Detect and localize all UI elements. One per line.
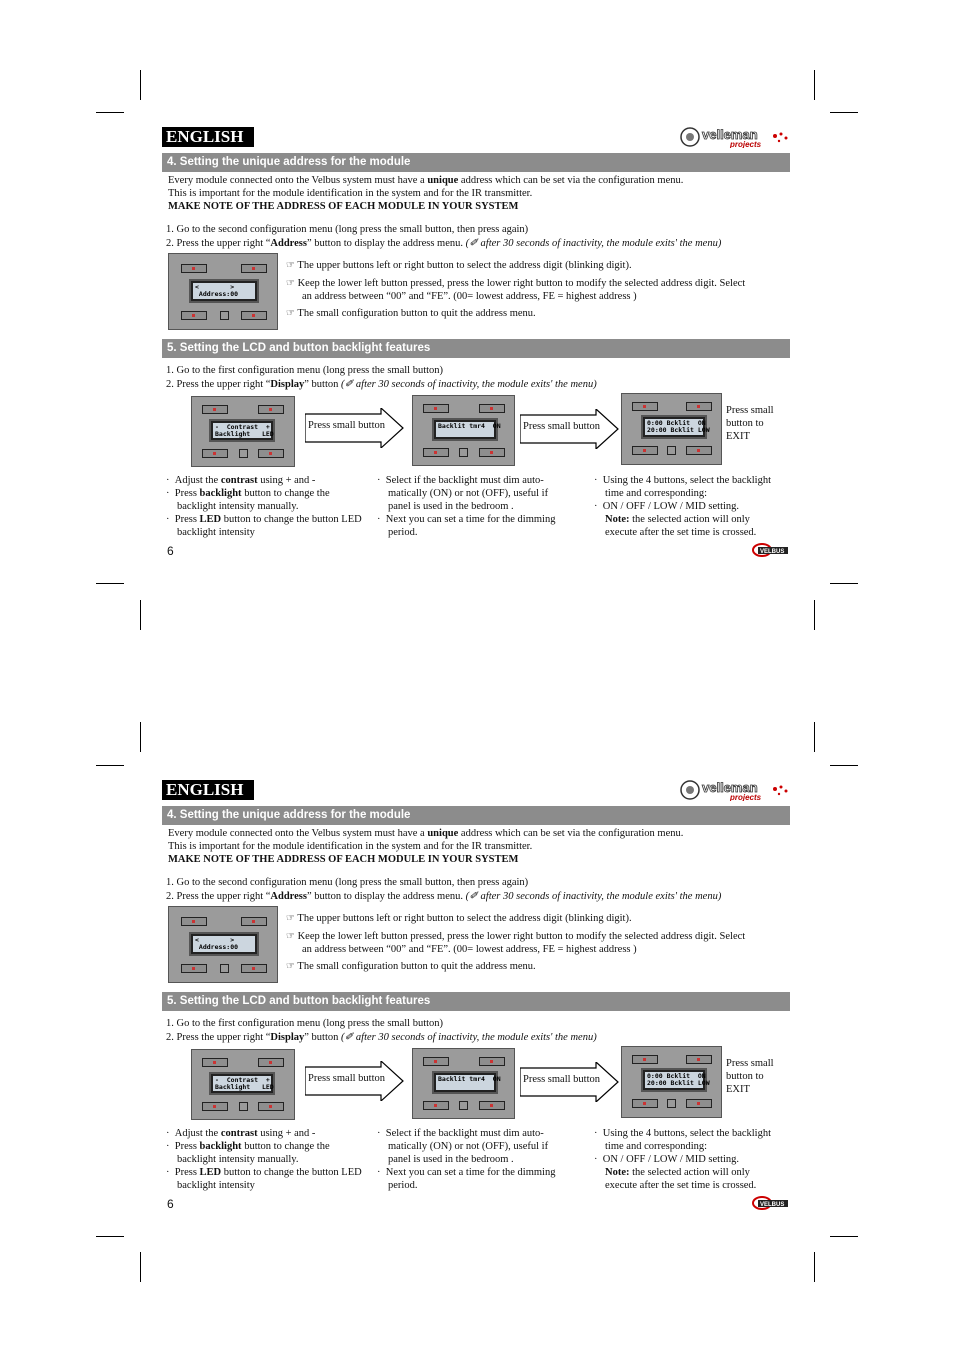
step-2: 2. Press the upper right “Address” button to display the address menu. (✐ after 30 seconds of inactivity, the module exits' the menu): [166, 238, 722, 249]
svg-text:velleman: velleman: [702, 127, 758, 142]
lcd-display: - Contrast + Backlight LED: [209, 1072, 275, 1095]
contrast-panel: [191, 1049, 295, 1120]
arrow-label: Press small button: [308, 1073, 386, 1084]
panel-button: [479, 404, 505, 413]
intro-line-2: This is important for the module identification in the system and for the IR transmitter.: [168, 841, 533, 852]
tip-1: ☞ The upper buttons left or right button to select the address digit (blinking digit).: [286, 913, 632, 924]
panel-button: [258, 405, 284, 414]
panel-button: [686, 1099, 712, 1108]
pointing-hand-icon: ☞: [286, 308, 295, 319]
address-panel: [168, 253, 278, 330]
panel-button: [479, 1101, 505, 1110]
address-panel: [168, 906, 278, 983]
panel-button: [686, 1055, 712, 1064]
intro-line-1: Every module connected onto the Velbus system must have a unique address which can be set via the configuration menu.: [168, 828, 684, 839]
intro-line-3: MAKE NOTE OF THE ADDRESS OF EACH MODULE IN YOUR SYSTEM: [168, 854, 519, 865]
backlight-dim-notes: · Select if the backlight must dim auto- matically (ON) or not (OFF), useful if panel is used in the bedroom . · Next you can set a time for the dimming period.: [377, 1128, 556, 1191]
panel-button: [181, 917, 207, 926]
intro-line-3: MAKE NOTE OF THE ADDRESS OF EACH MODULE IN YOUR SYSTEM: [168, 201, 519, 212]
exit-note: Press small button to EXIT: [726, 1058, 774, 1095]
small-config-button: [239, 449, 248, 458]
panel-button: [202, 449, 228, 458]
tip-2-cont: an address between “00” and “FE”. (00= lowest address, FE = highest address ): [302, 944, 637, 955]
panel-button: [632, 1099, 658, 1108]
arrow-label: Press small button: [523, 1074, 601, 1085]
pointing-hand-icon: ☞: [286, 913, 295, 924]
small-config-button: [220, 964, 229, 973]
lcd-display: 0:00 Bcklit ON 20:00 Bcklit LOW: [641, 415, 707, 439]
panel-button: [258, 449, 284, 458]
step-2: 2. Press the upper right “Address” button to display the address menu. (✐ after 30 seconds of inactivity, the module exits' the menu): [166, 891, 722, 902]
panel-button: [181, 264, 207, 273]
contrast-notes: · Adjust the contrast using + and - · Press backlight button to change the backlight intensity manually. · Press LED button to change the button LED backlight intensity: [166, 1128, 362, 1191]
panel-button: [479, 448, 505, 457]
panel-button: [202, 1102, 228, 1111]
svg-text:projects: projects: [730, 793, 762, 801]
velbus-logo: [752, 1196, 790, 1210]
language-label: ENGLISH: [162, 127, 254, 147]
page-number: 6: [167, 1197, 174, 1211]
section-4-header: 4. Setting the unique address for the module: [162, 153, 790, 172]
step-1: 1. Go to the second configuration menu (long press the small button, then press again): [166, 877, 529, 888]
section-4-header: 4. Setting the unique address for the module: [162, 806, 790, 825]
small-config-button: [459, 448, 468, 457]
flow-arrow: [305, 1061, 405, 1101]
backlight-time-notes: · Using the 4 buttons, select the backlight time and corresponding: · ON / OFF / LOW / MID setting. Note: the selected action will only execute after the set time is crossed.: [594, 1128, 772, 1191]
lcd-display: < > Address:00: [189, 932, 259, 956]
page-number: 6: [167, 544, 174, 558]
panel-button: [423, 1057, 449, 1066]
backlight-time-panel: [621, 393, 722, 465]
panel-button: [258, 1102, 284, 1111]
contrast-notes: · Adjust the contrast using + and - · Press backlight button to change the backlight intensity manually. · Press LED button to change the button LED backlight intensity: [166, 475, 362, 538]
arrow-label: Press small button: [308, 420, 386, 431]
small-config-button: [239, 1102, 248, 1111]
pointing-hand-icon: ☞: [286, 260, 295, 271]
pointing-hand-icon: ☞: [286, 931, 295, 942]
svg-text:VELBUS: VELBUS: [760, 1202, 785, 1208]
tip-3: ☞ The small configuration button to quit the address menu.: [286, 308, 536, 319]
panel-button: [202, 405, 228, 414]
intro-line-2: This is important for the module identification in the system and for the IR transmitter.: [168, 188, 533, 199]
velleman-logo: [680, 779, 794, 801]
panel-button: [241, 264, 267, 273]
panel-button: [479, 1057, 505, 1066]
backlight-timer-panel: [412, 1048, 515, 1119]
lcd-display: - Contrast + Backlight LED: [209, 419, 275, 442]
backlight-time-notes: · Using the 4 buttons, select the backlight time and corresponding: · ON / OFF / LOW / MID setting. Note: the selected action will only execute after the set time is crossed.: [594, 475, 772, 538]
language-label: ENGLISH: [162, 780, 254, 800]
section-5-header: 5. Setting the LCD and button backlight features: [162, 339, 790, 358]
intro-line-1: Every module connected onto the Velbus system must have a unique address which can be set via the configuration menu.: [168, 175, 684, 186]
panel-button: [241, 311, 267, 320]
small-config-button: [667, 1099, 676, 1108]
lcd-display: 0:00 Bcklit ON 20:00 Bcklit LOW: [641, 1068, 707, 1092]
panel-button: [632, 402, 658, 411]
panel-button: [258, 1058, 284, 1067]
manual-page-top: [0, 0, 954, 660]
lcd-display: Backlit tmr4 ON: [432, 1071, 498, 1094]
panel-button: [423, 448, 449, 457]
step-1: 1. Go to the second configuration menu (long press the small button, then press again): [166, 224, 529, 235]
panel-button: [632, 1055, 658, 1064]
panel-button: [181, 311, 207, 320]
tip-2: ☞ Keep the lower left button pressed, press the lower right button to modify the selected address digit. Select: [286, 931, 746, 942]
panel-button: [241, 964, 267, 973]
lcd-display: Backlit tmr4 ON: [432, 418, 498, 441]
backlight-dim-notes: · Select if the backlight must dim auto- matically (ON) or not (OFF), useful if panel is used in the bedroom . · Next you can set a time for the dimming period.: [377, 475, 556, 538]
svg-text:projects: projects: [730, 140, 762, 148]
backlight-time-panel: [621, 1046, 722, 1118]
backlight-timer-panel: [412, 395, 515, 466]
panel-button: [686, 402, 712, 411]
manual-page-bottom: [0, 653, 954, 1313]
pointing-hand-icon: ☞: [286, 278, 295, 289]
panel-button: [202, 1058, 228, 1067]
panel-button: [423, 404, 449, 413]
small-config-button: [667, 446, 676, 455]
panel-button: [241, 917, 267, 926]
small-config-button: [459, 1101, 468, 1110]
panel-button: [632, 446, 658, 455]
tip-2-cont: an address between “00” and “FE”. (00= lowest address, FE = highest address ): [302, 291, 637, 302]
section-5-header: 5. Setting the LCD and button backlight features: [162, 992, 790, 1011]
panel-button: [686, 446, 712, 455]
contrast-panel: [191, 396, 295, 467]
step-1: 1. Go to the first configuration menu (long press the small button): [166, 1018, 444, 1029]
pointing-hand-icon: ☞: [286, 961, 295, 972]
flow-arrow: [520, 409, 620, 449]
velleman-logo: [680, 126, 794, 148]
exit-note: Press small button to EXIT: [726, 405, 774, 442]
velbus-logo: [752, 543, 790, 557]
tip-1: ☞ The upper buttons left or right button to select the address digit (blinking digit).: [286, 260, 632, 271]
panel-button: [423, 1101, 449, 1110]
small-config-button: [220, 311, 229, 320]
panel-button: [181, 964, 207, 973]
svg-text:velleman: velleman: [702, 780, 758, 795]
tip-3: ☞ The small configuration button to quit the address menu.: [286, 961, 536, 972]
flow-arrow: [520, 1062, 620, 1102]
step-2: 2. Press the upper right “Display” button (✐ after 30 seconds of inactivity, the module exits' the menu): [166, 1032, 597, 1043]
flow-arrow: [305, 408, 405, 448]
step-1: 1. Go to the first configuration menu (long press the small button): [166, 365, 444, 376]
svg-text:VELBUS: VELBUS: [760, 549, 785, 555]
lcd-display: < > Address:00: [189, 279, 259, 303]
step-2: 2. Press the upper right “Display” button (✐ after 30 seconds of inactivity, the module exits' the menu): [166, 379, 597, 390]
tip-2: ☞ Keep the lower left button pressed, press the lower right button to modify the selected address digit. Select: [286, 278, 746, 289]
arrow-label: Press small button: [523, 421, 601, 432]
